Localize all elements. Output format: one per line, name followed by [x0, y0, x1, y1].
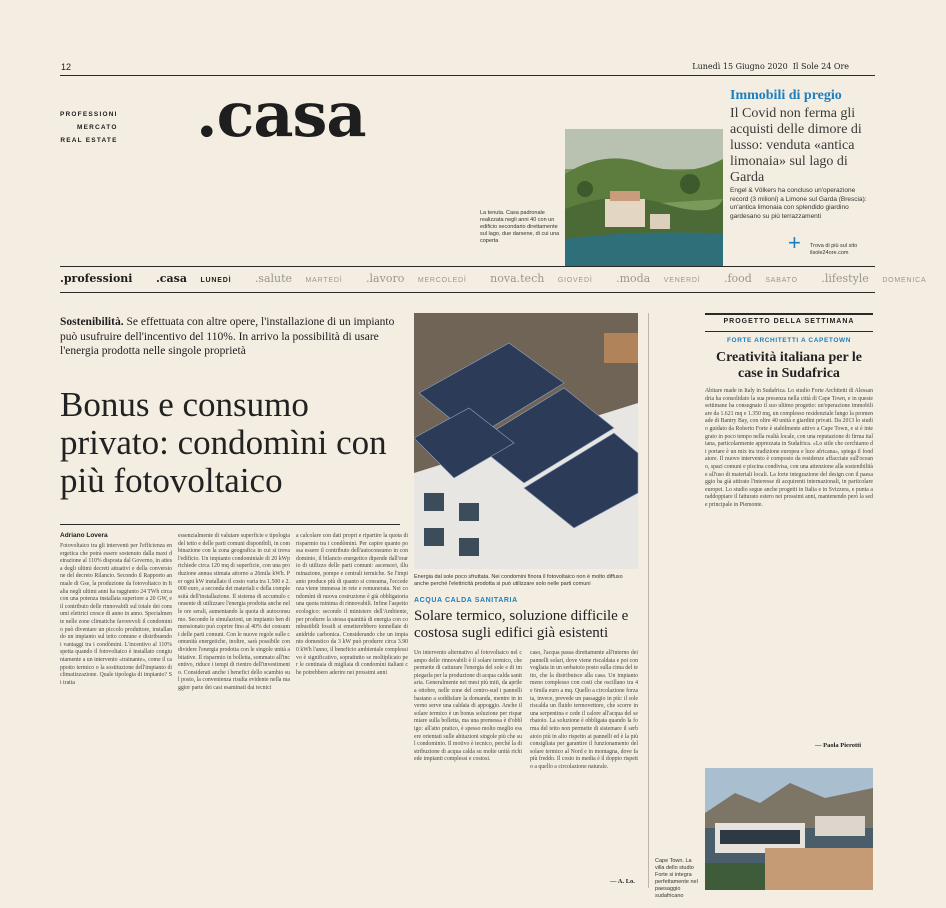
section-nav	[60, 272, 927, 285]
article-column-2: essenzialmente di valutare superficie e tipologia del tetto e delle parti comuni disponibili, in combinazione con la zona geografica in cui si trova l'edificio. Un impianto condominiale di 20 kWp richiede circa 120 mq di superficie, con una produzione annua stimata attorno a 26mila kWh. Per ogni kW installato il costo varia tra 1.500 e 2.000 euro, a seconda dei materiali e della complessità dell'installazione. Il sistema di accumulo consente di utilizzare l'energia prodotta anche nelle ore serali, aumentando la quota di autoconsumo. Secondo le simulazioni, un impianto ben dimensionato può coprire fino al 40% dei consumi delle parti comuni. Con le nuove regole sulle comunità energetiche, inoltre, sarà possibile condividere l'energia prodotta con le singole unità abitative. Il risparmio in bolletta, sommato all'incentivo, riduce i tempi di rientro dell'investimento. Considerati anche i benefici dello scambio sul posto, la convenienza risulta evidente nella maggior parte dei casi esaminati dai tecnici	[178, 533, 290, 691]
dateline	[692, 62, 849, 71]
column-divider	[648, 313, 649, 888]
lead-kicker: Sostenibilità.	[60, 316, 124, 328]
nav-item-professioni[interactable]: .professioni	[60, 272, 133, 285]
nav-rule-bottom	[60, 292, 875, 293]
villa-photo-image	[565, 129, 723, 267]
plus-icon[interactable]: +	[788, 230, 801, 255]
solar-panels-photo	[414, 313, 638, 569]
sidebar-column-2: caso, l'acqua passa direttamente all'interno dei pannelli solari, dove viene riscaldata e poi convogliata in un serbatoio posto sulla cima del tetto, che la distribuisce alla casa. Un impianto meno complesso con costi che oscillano tra 4 e 6mila euro a mq. Quello a circolazione forzata, invece, prevede un passaggio in più: il sole riscalda un fluido termovettore, che scorre in una serpentina e cede il calore all'acqua del serbatoio. La soluzione è obbligata quando la forma del tetto non permette di sistemare il serbatoio più in alto rispetto ai pannelli ed è la più consigliata per garantire il funzionamento del solare termico al Nord e in montagna, dove fa più freddo. Il costo in media è il doppio rispetto a quello a circolazione naturale.	[530, 650, 638, 770]
byline: Adriano Lovera	[60, 532, 108, 539]
project-rule	[705, 331, 873, 332]
paper-name: Il Sole 24 Ore	[792, 62, 849, 71]
project-body: Abitare made in Italy in Sudafrica. Lo studio Forte Architetti di Alessandria ha consolidato la sua presenza nella città di Cape Town, e in queste settimane ha consegnato il suo ultimo progetto: un'operazione immobiliare da 1.621 mq e 1.350 mq, un complesso residenziale lungo la promenade di Bantry Bay, con oltre 40 unità e giardini privati. Da 2013 lo studio guidato da Roberto Forte è stabilmente attivo a Cape Town, e si è integrato in poco tempo nella realtà locale, con una reputazione di firma italiana, particolarmente apprezzata in Sudafrica. «Lo stile che cerchiamo di portare è un mix tra tradizione europea e luce africana», spiega il fondatore. Il nuovo intervento è composto da residenze affacciate sull'oceano, spazi comuni e piscina condivisa, con una attenzione alla sostenibilità e all'uso di materiali locali. La forte integrazione del design con il paesaggio ha già attirato l'interesse di acquirenti internazionali, in particolare europei. Lo studio segue anche progetti in Italia e in Svizzera, e punta a raddoppiare il fatturato estero nei prossimi anni, mantenendo però la sede principale in Piemonte.	[705, 388, 873, 508]
nav-item-salute[interactable]: .salute MARTEDÌ	[254, 272, 343, 285]
nav-item-food[interactable]: .food SABATO	[723, 272, 798, 285]
header-rule	[60, 75, 875, 76]
section-labels	[60, 108, 118, 147]
cape-town-image	[705, 768, 873, 890]
sidebar-column-1: Un intervento alternativo al fotovoltaico nel campo delle rinnovabili è il solare termico, che permette di catturare l'energia del sole e di impiegarla per la produzione di acqua calda sanitaria. Generalmente nei mesi più miti, da aprile a ottobre, nelle zone del centro-sud i pannelli bastano a soddisfare la domanda, mentre in inverno serve una caldaia di appoggio. Anche il solare termico è un bonus soluzione per risparmiare sulla bolletta, ma una premessa è d'obbligo: all'atto pratico, è spesso molto meglio essere orientati sulle abitazioni singole più che sul condominio. Il motivo è tecnico, perché la distribuzione di acqua calda su molte unità richiede impianti complessi e costosi.	[414, 650, 522, 763]
promo-kicker: Immobili di pregio	[730, 88, 842, 103]
villa-photo	[565, 129, 723, 267]
nav-item-lifestyle[interactable]: .lifestyle DOMENICA	[821, 272, 927, 285]
nav-item-moda[interactable]: .moda VENERDÌ	[616, 272, 701, 285]
article-column-3: a calcolare con dati propri e ripartire la quota di risparmio tra i condòmini. Per capire quanto possa essere il contributo dell'autoconsumo in condominio, il bilancio energetico dipende dall'orario di utilizzo delle parti comuni: ascensori, illuminazione, pompe e centrali termiche. Se l'impianto produce più di quanto si consuma, l'eccedenza viene immessa in rete e remunerata. Nei condomìni di nuova costruzione è già obbligatoria una quota minima di rinnovabili. Infine l'aspetto ecologico: secondo il ministero dell'Ambiente, per produrre la stessa quantità di energia con combustibili fossili si emetterebbero tonnellate di anidride carbonica. Considerando che un impianto domestico da 3 kW può produrre circa 3.900 kWh l'anno, il beneficio ambientale complessivo è significativo, soprattutto se moltiplicato per le centinaia di migliaia di condomìni italiani che potrebbero aderire nei prossimi anni	[296, 533, 408, 676]
promo-body: Engel & Völkers ha concluso un'operazione record (3 milioni) a Limone sul Garda (Brescia): un'antica limonaia con splendido giardino gardesano su più terrazzamenti	[730, 187, 867, 220]
sidebar-headline: Solare termico, soluzione difficile e costosa sugli edifici già esistenti	[414, 608, 629, 641]
solar-panels-image	[414, 313, 638, 569]
section-label: MERCATO	[76, 124, 118, 131]
headline-rule	[60, 524, 400, 525]
lead-text: Se effettuata con altre opere, l'installazione di un impianto può usufruire dell'incentivo del 110%. In arrivo la possibilità di usare l'energia prodotta nelle singole proprietà	[60, 316, 395, 357]
project-label: PROGETTO DELLA SETTIMANA	[723, 318, 855, 325]
cape-town-photo-caption: Cape Town. La villa dello studio Forte si integra perfettamente nel paesaggio sudafricano	[655, 858, 698, 899]
article-headline: Bonus e consumo privato: condomìni con più fotovoltaico	[60, 385, 387, 500]
villa-photo-caption: La tenuta. Casa padronale realizzata negli anni 40 con un edificio secondario direttamente sul lago, due darsene, di cui una coperta	[480, 210, 560, 244]
promo-link[interactable]: Trova di più sul sito ilsole24ore.com	[810, 243, 858, 256]
solar-photo-caption: Energia dal sole poco sfruttata. Nei condomini finora il fotovoltaico non è molto diffuso anche perché l'elettricità prodotta si può utilizzare solo nelle parti comuni	[414, 574, 623, 587]
sidebar-signature: — A. Lo.	[610, 878, 635, 885]
masthead: .casa	[196, 78, 366, 151]
promo-headline[interactable]: Il Covid non ferma gli acquisti delle dimore di lusso: venduta «antica limonaia» sul lago di Garda	[730, 106, 862, 185]
project-signature: — Paola Pierotti	[815, 742, 862, 749]
article-lead	[60, 315, 400, 359]
project-rule-top	[705, 313, 873, 315]
article-column-1: Fotovoltaico tra gli interventi per l'efficienza energetica che potrà essere sostenuto dalla maxi detrazione al 110% disposta dal Governo, in attesa degli ultimi decreti attuativi e della conversione del decreto Rilancio. Secondo il Rapporto annuale di Gse, la produzione da fotovoltaico in Italia negli ultimi anni ha raggiunto 24 TWh circa con una potenza installata superiore a 20 GW, e il contributo delle rinnovabili sul totale dei consumi elettrici cresce di anno in anno. Specialmente nelle zone climatiche favorevoli il condominio può diventare un piccolo produttore, installando un impianto sul tetto comune e distribuendo i vantaggi tra i condòmini. L'incentivo al 110% spetta quando il fotovoltaico è installato congiuntamente a un intervento «trainante», come il cappotto termico o la sostituzione dell'impianto di climatizzazione. Quale tipologia di impianto? Si tratta	[60, 543, 172, 686]
nav-item-casa[interactable]: .casa LUNEDÌ	[155, 272, 232, 285]
page-number: 12	[61, 62, 72, 72]
cape-town-photo	[705, 768, 873, 890]
nav-item-lavoro[interactable]: .lavoro MERCOLEDÌ	[366, 272, 467, 285]
section-label: PROFESSIONI	[60, 111, 118, 118]
date: Lunedì 15 Giugno 2020	[692, 62, 788, 71]
sidebar-kicker: ACQUA CALDA SANITARIA	[414, 597, 518, 604]
nav-rule-top	[60, 266, 875, 267]
project-headline: Creatività italiana per le case in Sudafrica	[715, 350, 863, 381]
project-kicker: FORTE ARCHITETTI A CAPETOWN	[726, 337, 852, 344]
section-label: REAL ESTATE	[60, 137, 118, 144]
nav-item-novatech[interactable]: nova.tech GIOVEDÌ	[490, 272, 593, 285]
